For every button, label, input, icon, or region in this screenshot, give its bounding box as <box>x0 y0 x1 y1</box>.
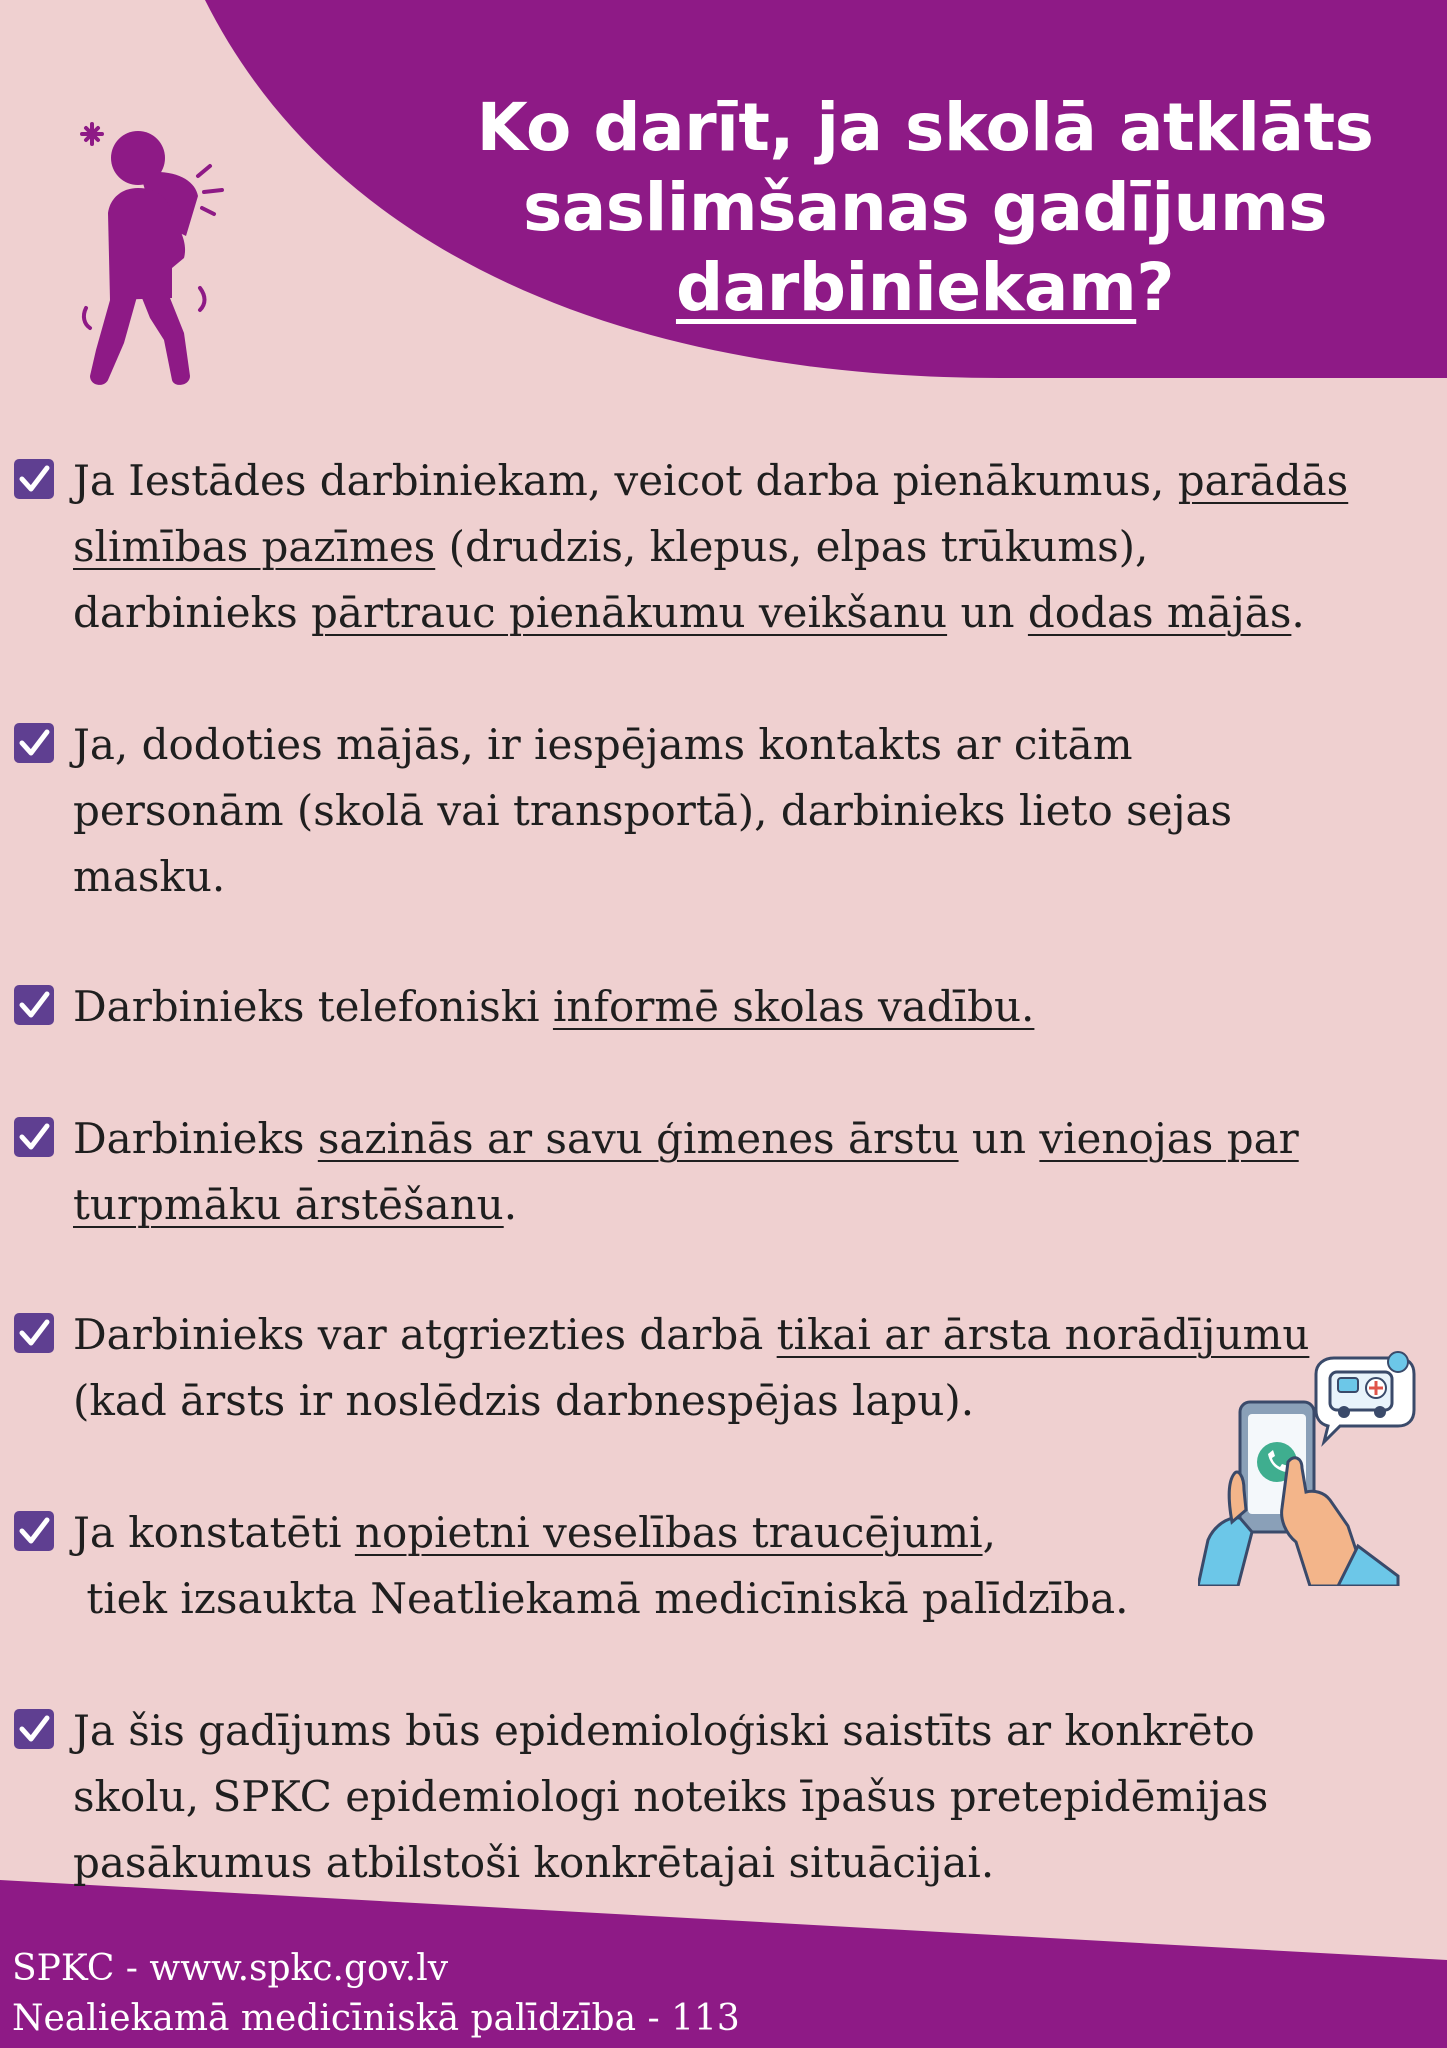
text-line: personām (skolā vai transportā), darbinieks lieto sejas <box>73 786 1233 835</box>
text-line: tiek izsaukta Neatliekamā medicīniskā palīdzība. <box>73 1574 1129 1623</box>
checkbox-checked-icon <box>13 1708 55 1750</box>
text-emphasis: parādās <box>1177 456 1349 505</box>
item-text <box>73 974 1445 1040</box>
text-emphasis: slimības pazīmes <box>73 522 436 571</box>
checkbox-checked-icon <box>13 458 55 500</box>
text-segment: Ja konstatēti <box>73 1508 355 1557</box>
item-text <box>73 1302 1445 1434</box>
text-segment: . <box>503 1180 518 1229</box>
text-line: pasākumus atbilstoši konkrētajai situācijai. <box>73 1838 995 1887</box>
text-segment: (drudzis, klepus, elpas trūkums), <box>435 522 1149 571</box>
text-emphasis: informē skolas vadību. <box>552 982 1035 1031</box>
text-segment: Ja Iestādes darbiniekam, veicot darba pienākumus, <box>73 456 1178 505</box>
page-title <box>440 88 1410 328</box>
checkbox-checked-icon <box>13 1510 55 1552</box>
text-emphasis: turpmāku ārstēšanu <box>73 1180 504 1229</box>
text-emphasis: tikai ar ārsta norādījumu <box>776 1310 1310 1359</box>
text-segment: Darbinieks telefoniski <box>73 982 553 1031</box>
item-text <box>73 1500 1445 1632</box>
text-line: Ja šis gadījums būs epidemioloģiski saistīts ar konkrēto <box>73 1706 1255 1755</box>
title-underlined-word: darbiniekam <box>675 249 1137 326</box>
checkbox-checked-icon <box>13 1116 55 1158</box>
text-emphasis: nopietni veselības traucējumi <box>354 1508 983 1557</box>
text-emphasis: sazinās ar savu ģimenes ārstu <box>317 1114 959 1163</box>
checkbox-checked-icon <box>13 984 55 1026</box>
footer-website: SPKC - www.spkc.gov.lv <box>12 1948 449 1989</box>
coughing-person-icon <box>80 118 240 388</box>
checkbox-checked-icon <box>13 722 55 764</box>
text-segment: Darbinieks var atgriezties darbā <box>73 1310 777 1359</box>
text-line: skolu, SPKC epidemiologi noteiks īpašus pretepidēmijas <box>73 1772 1269 1821</box>
text-line: Ja, dodoties mājās, ir iespējams kontakts ar citām <box>73 720 1133 769</box>
text-line: masku. <box>73 852 226 901</box>
text-segment: darbinieks <box>73 588 312 637</box>
checkbox-checked-icon <box>13 1312 55 1354</box>
footer-emergency-number: Nealiekamā medicīniskā palīdzība - 113 <box>12 1998 740 2039</box>
text-emphasis: dodas mājās <box>1027 588 1292 637</box>
item-text <box>73 1106 1445 1238</box>
text-segment: . <box>1291 588 1305 637</box>
item-text <box>73 1698 1445 1896</box>
footer <box>12 1944 740 2044</box>
text-segment: Darbinieks <box>73 1114 318 1163</box>
title-line-2: saslimšanas gadījums <box>522 169 1328 246</box>
item-text <box>73 448 1445 646</box>
title-question-mark: ? <box>1136 249 1175 326</box>
text-segment: un <box>947 588 1028 637</box>
text-segment: , <box>982 1508 996 1557</box>
text-line: (kad ārsts ir noslēdzis darbnespējas lapu). <box>73 1376 975 1425</box>
title-line-3 <box>440 248 1410 328</box>
title-line-1: Ko darīt, ja skolā atklāts <box>476 89 1374 166</box>
item-text <box>73 712 1445 910</box>
text-emphasis: vienojas par <box>1039 1114 1299 1163</box>
text-segment: un <box>958 1114 1040 1163</box>
text-emphasis: pārtrauc pienākumu veikšanu <box>311 588 948 637</box>
